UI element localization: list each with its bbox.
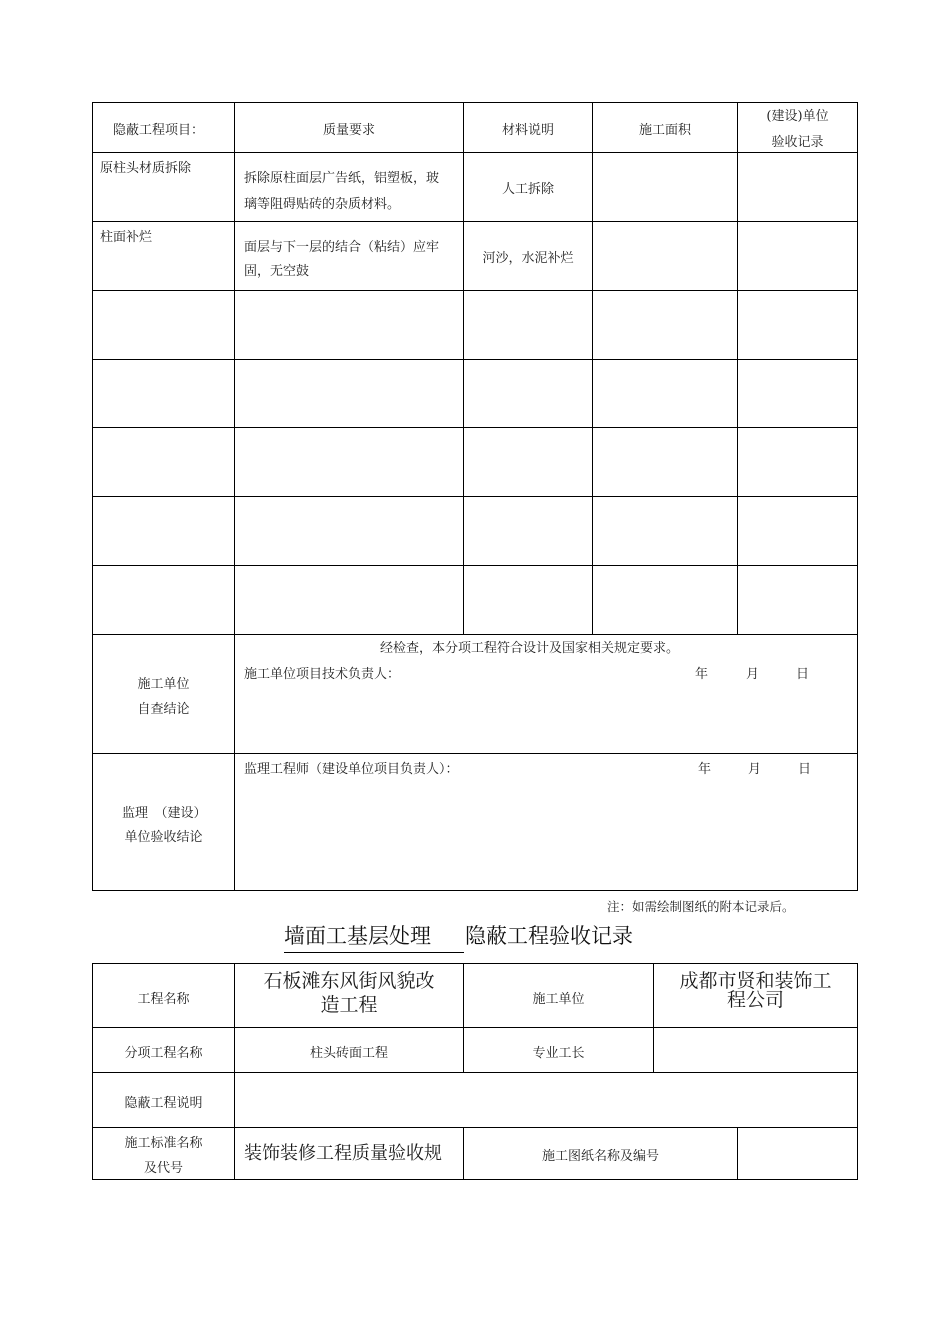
foreman-label: 专业工长: [532, 1046, 585, 1061]
hidden-desc-label: 隐蔽工程说明: [124, 1096, 203, 1111]
header-record-line2: 验收记录: [771, 135, 824, 150]
contractor-line1: 成都市贤和装饰工: [679, 970, 832, 992]
header-material: 材料说明: [501, 123, 554, 138]
row2-quality-line2: 固，无空鼓: [244, 264, 310, 279]
standard-value: 装饰装修工程质量验收规: [244, 1143, 442, 1164]
project-name-line2: 造工程: [320, 994, 378, 1016]
supervision-signer: 监理工程师（建设单位项目负责人）：: [244, 762, 459, 777]
header-record-line1: (建设)单位: [766, 109, 829, 124]
self-check-month: 月: [746, 667, 760, 682]
standard-label-line2: 及代号: [143, 1161, 183, 1176]
drawing-label: 施工图纸名称及编号: [541, 1149, 659, 1164]
header-area: 施工面积: [638, 123, 691, 138]
self-check-year: 年: [695, 667, 709, 682]
form2-title-part2: 隐蔽工程验收记录: [465, 924, 633, 948]
self-check-day: 日: [796, 667, 810, 682]
supervision-year: 年: [698, 762, 712, 777]
self-check-label-line1: 施工单位: [137, 677, 190, 692]
row1-material: 人工拆除: [501, 182, 554, 197]
footnote: 注：如需绘制图纸的附本记录后。: [607, 899, 795, 914]
form2-title-part1: 墙面工基层处理: [284, 924, 431, 948]
row1-quality-line2: 璃等阻碍贴砖的杂质材料。: [244, 197, 401, 212]
project-name-label: 工程名称: [137, 992, 190, 1007]
subitem-label: 分项工程名称: [124, 1046, 203, 1061]
supervision-day: 日: [798, 762, 812, 777]
standard-label-line1: 施工标准名称: [124, 1136, 203, 1151]
supervision-label-line1: 监理 （建设）: [122, 806, 207, 821]
row1-item: 原柱头材质拆除: [100, 161, 192, 176]
row1-quality-line1: 拆除原柱面层广告纸，铝塑板，玻: [244, 171, 440, 186]
self-check-signer: 施工单位项目技术负责人：: [244, 667, 401, 682]
subitem-value: 柱头砖面工程: [309, 1046, 388, 1061]
row2-quality-line1: 面层与下一层的结合（粘结）应牢: [244, 240, 440, 255]
row2-material: 河沙，水泥补烂: [482, 251, 574, 266]
row2-item: 柱面补烂: [100, 230, 153, 245]
header-item: 隐蔽工程项目：: [113, 123, 205, 138]
contractor-line2: 程公司: [726, 989, 784, 1011]
supervision-month: 月: [748, 762, 762, 777]
self-check-label-line2: 自查结论: [137, 702, 190, 717]
title-underline: [284, 952, 464, 953]
contractor-label: 施工单位: [532, 992, 585, 1007]
self-check-statement: 经检查，本分项工程符合设计及国家相关规定要求。: [380, 641, 680, 656]
header-quality: 质量要求: [322, 123, 375, 138]
project-name-line1: 石板滩东风街风貌改: [263, 970, 435, 992]
supervision-label-line2: 单位验收结论: [124, 830, 203, 845]
